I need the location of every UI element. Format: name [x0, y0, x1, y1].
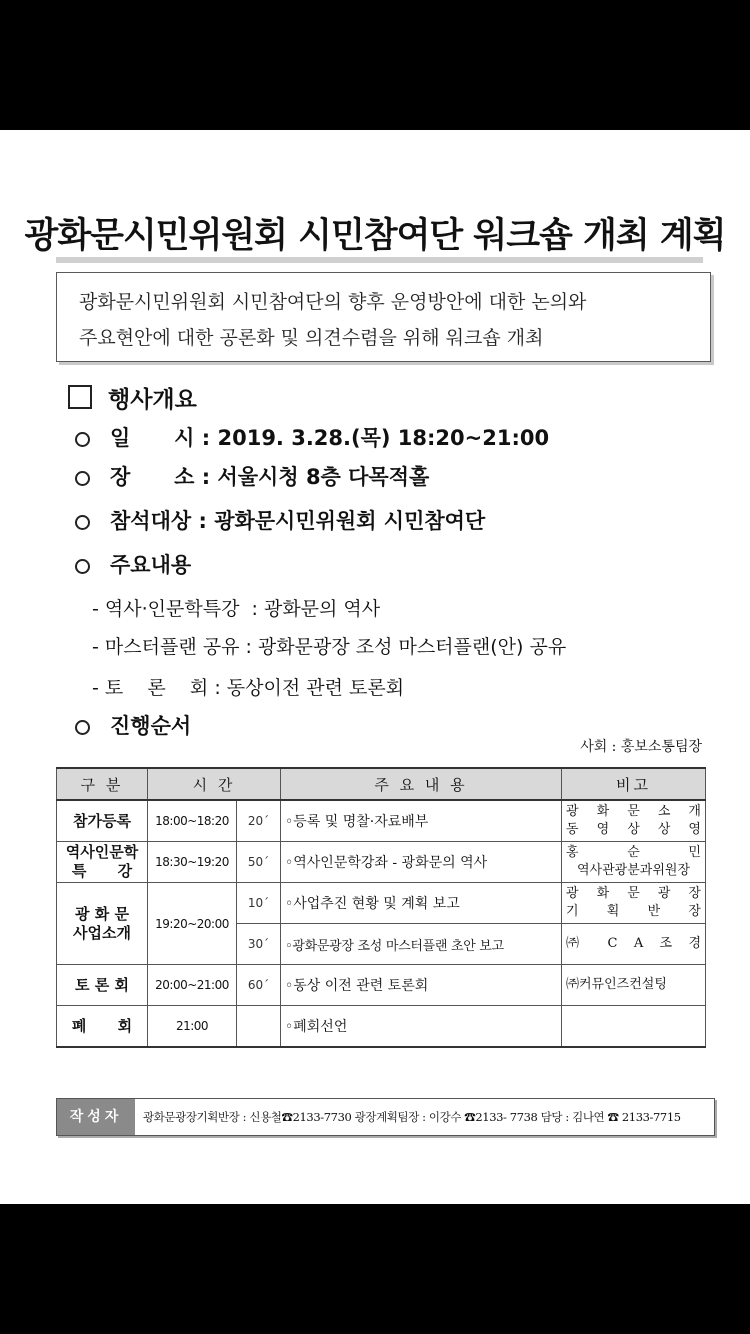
- cell-note: [562, 800, 706, 842]
- main-content-heading: 주요내용: [110, 553, 192, 577]
- table-row: [57, 800, 706, 842]
- cell-content: ◦광화문광장 조성 마스터플랜 초안 보고: [281, 924, 562, 965]
- table-row: [57, 1006, 706, 1048]
- note-line: 역사관광분과위원장: [576, 863, 691, 878]
- cell-note: [562, 883, 706, 924]
- cell-content: ◦동상 이전 관련 토론회: [281, 965, 562, 1006]
- item-label: 마스터플랜 공유: [104, 636, 240, 658]
- section-checkbox-icon: [68, 385, 92, 409]
- cell-category: [57, 842, 148, 883]
- author-footer: [56, 1098, 715, 1136]
- schedule-heading: 진행순서: [110, 714, 192, 738]
- cell-duration: 20´: [237, 800, 281, 842]
- cell-duration: 10´: [237, 883, 281, 924]
- table-row: [57, 883, 706, 924]
- item-value: 광화문의 역사: [263, 598, 381, 620]
- circle-bullet-icon: [75, 471, 90, 486]
- header-category: 구 분: [57, 768, 148, 800]
- cell-category: 토 론 회: [57, 965, 148, 1006]
- item-label: 역사·인문학특강: [104, 598, 240, 620]
- footer-label: 작성자: [57, 1099, 135, 1135]
- cell-time: 21:00: [148, 1006, 237, 1048]
- main-content-item: - 마스터플랜 공유 : 광화문광장 조성 마스터플랜(안) 공유: [92, 636, 567, 658]
- summary-line: 주요현안에 대한 공론화 및 의견수렴을 위해 워크숍 개최: [79, 327, 544, 349]
- header-note: 비고: [562, 768, 706, 800]
- item-value: 광화문광장 조성 마스터플랜(안) 공유: [257, 636, 567, 658]
- schedule-table: [56, 767, 706, 1048]
- cell-duration: [237, 1006, 281, 1048]
- category-line: 사업소개: [73, 923, 131, 942]
- overview-label: 일 시: [110, 426, 195, 450]
- overview-item-attendees: 참석대상 : 광화문시민위원회 시민참여단: [110, 509, 486, 533]
- document-page: [0, 130, 750, 1204]
- overview-item-date: 일 시 : 2019. 3.28.(목) 18:20~21:00: [110, 426, 550, 450]
- category-line: 역사인문학: [65, 843, 139, 861]
- cell-duration: 30´: [237, 924, 281, 965]
- cell-time: 20:00~21:00: [148, 965, 237, 1006]
- circle-bullet-icon: [75, 720, 90, 735]
- item-value: 동상이전 관련 토론회: [226, 677, 405, 699]
- host-note: 사회 : 홍보소통팀장: [580, 739, 702, 755]
- table-row: [57, 965, 706, 1006]
- cell-time: 19:20~20:00: [148, 883, 237, 965]
- cell-category: 폐 회: [57, 1006, 148, 1048]
- overview-item-place: 장 소 : 서울시청 8층 다목적홀: [110, 465, 430, 489]
- note-line: 기 획 반 장: [566, 904, 701, 919]
- note-line: 동 영 상 상 영: [566, 822, 701, 837]
- document-title: 광화문시민위원회 시민참여단 워크숍 개최 계획: [24, 216, 726, 256]
- table-row: [57, 842, 706, 883]
- cell-note: [562, 1006, 706, 1048]
- summary-box: [56, 272, 711, 362]
- summary-line: 광화문시민위원회 시민참여단의 향후 운영방안에 대한 논의와: [79, 291, 587, 313]
- circle-bullet-icon: [75, 515, 90, 530]
- cell-category: [57, 883, 148, 965]
- note-line: 광 화 문 광 장: [566, 886, 701, 901]
- main-content-item: - 역사·인문학특강 : 광화문의 역사: [92, 598, 381, 620]
- cell-duration: 50´: [237, 842, 281, 883]
- cell-content: ◦폐회선언: [281, 1006, 562, 1048]
- cell-duration: 60´: [237, 965, 281, 1006]
- note-line: 홍 순 민: [566, 845, 701, 860]
- footer-contacts: 광화문광장기획반장 : 신용철☎2133-7730 광장계획팀장 : 이강수 ☎2133- 7738 담당 : 김나연 ☎ 2133-7715: [143, 1110, 681, 1124]
- cell-note: [562, 842, 706, 883]
- cell-content: ◦사업추진 현황 및 계획 보고: [281, 883, 562, 924]
- cell-content: ◦역사인문학강좌 - 광화문의 역사: [281, 842, 562, 883]
- item-label: 토 론 회: [104, 677, 209, 699]
- cell-note: ㈜ C A 조 경: [562, 924, 706, 965]
- note-line: 광 화 문 소 개: [566, 804, 701, 819]
- cell-time: 18:00~18:20: [148, 800, 237, 842]
- cell-time: 18:30~19:20: [148, 842, 237, 883]
- overview-value: 2019. 3.28.(목) 18:20~21:00: [217, 426, 550, 450]
- overview-label: 참석대상: [110, 509, 192, 533]
- cell-category: 참가등록: [57, 800, 148, 842]
- circle-bullet-icon: [75, 559, 90, 574]
- cell-note: ㈜커뮤인즈컨설팅: [562, 965, 706, 1006]
- overview-value: 광화문시민위원회 시민참여단: [214, 509, 486, 533]
- category-line: 광 화 문: [75, 904, 129, 923]
- overview-label: 장 소: [110, 465, 195, 489]
- header-content: 주 요 내 용: [281, 768, 562, 800]
- circle-bullet-icon: [75, 432, 90, 447]
- main-content-item: - 토 론 회 : 동상이전 관련 토론회: [92, 677, 405, 699]
- section-heading: 행사개요: [108, 387, 197, 413]
- title-underline: [56, 257, 703, 263]
- header-time: 시 간: [148, 768, 281, 800]
- category-line: 특 강: [71, 862, 133, 880]
- table-header-row: [57, 768, 706, 800]
- cell-content: ◦등록 및 명찰·자료배부: [281, 800, 562, 842]
- overview-value: 서울시청 8층 다목적홀: [217, 465, 430, 489]
